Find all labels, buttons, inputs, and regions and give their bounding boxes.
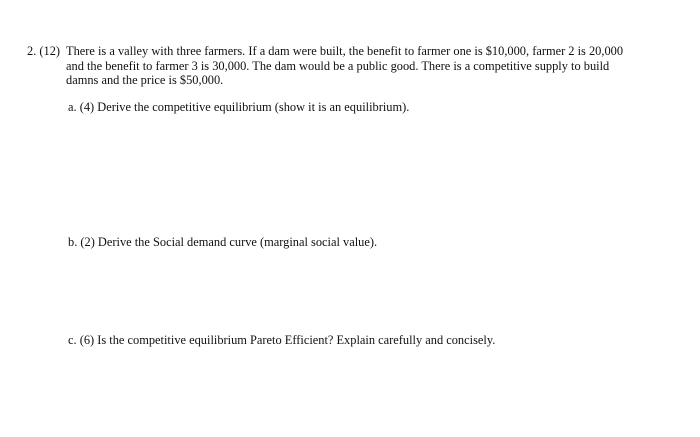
question-stem [66,44,676,88]
part-a-prompt: a. (4) Derive the competitive equilibrium (show it is an equilibrium). [68,100,410,114]
question-number: 2. (12) [27,44,61,58]
part-c-prompt: c. (6) Is the competitive equilibrium Pareto Efficient? Explain carefully and concisely. [68,333,496,347]
question-stem-line-1: There is a valley with three farmers. If a dam were built, the benefit to farmer one is $10,000, farmer 2 is 20,000 [66,44,624,58]
question-stem-line-3: damns and the price is $50,000. [66,73,224,88]
part-b-prompt: b. (2) Derive the Social demand curve (marginal social value). [68,235,378,249]
question-stem-line-2: and the benefit to farmer 3 is 30,000. The dam would be a public good. There is a competitive supply to build [66,58,610,73]
